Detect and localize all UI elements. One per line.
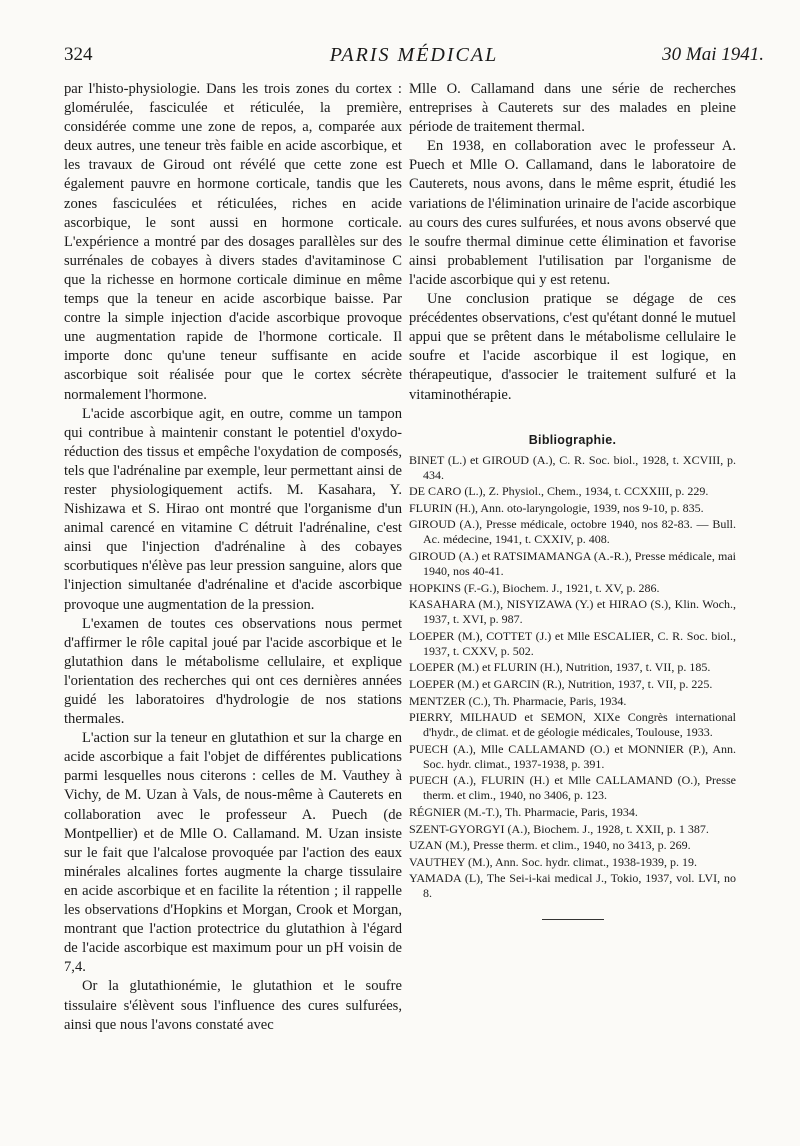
paragraph: L'examen de toutes ces observations nous permet d'affirmer le rôle capital joué par l'acide ascorbique et le glutathion dans le métabolisme cellulaire, et explique l'orientation des recherches qui ont ces dernières années guidé les laboratoires d'hydrologie de nos stations thermales. [64,615,402,728]
reference-item: LOEPER (M.) et FLURIN (H.), Nutrition, 1937, t. VII, p. 185. [409,660,711,675]
paragraph: par l'histo-physiologie. Dans les trois zones du cortex : glomérulée, fasciculée et réticulée, la première, considérée comme une zone de repos, a, comparée aux deux autres, une teneur très faible en acide ascorbique, et les travaux de Giroud ont révélé que cette zone est également pauvre en hormone corticale, tandis que les zones fasciculées et réticulées, riches en acide ascorbique, le sont aussi en hormone corticale. L'expérience a montré par des dosages parallèles sur des surrénales de cobayes à divers stades d'avitaminose C que la richesse en hormone corticale diminue en même temps que la teneur en acide ascorbique baisse. Par contre la simple injection d'acide ascorbique provoque une augmentation rapide de l'hormone corticale. Il importe donc qu'une teneur suffisante en acide ascorbique soit réalisée pour que le cortex sécrète normalement l'hormone. [64,81,402,403]
bibliography-list [409,453,736,902]
reference-item: FLURIN (H.), Ann. oto-laryngologie, 1939, nos 9-10, p. 835. [409,500,704,515]
reference-item: VAUTHEY (M.), Ann. Soc. hydr. climat., 1938-1939, p. 19. [409,854,697,869]
reference-item: KASAHARA (M.), NISYIZAWA (Y.) et HIRAO (S.), Klin. Woch., 1937, t. XVI, p. 987. [409,597,736,627]
paragraph: En 1938, en collaboration avec le professeur A. Puech et Mlle O. Callamand, dans le laboratoire de Cauterets, nous avons, dans le même esprit, étudié les variations de l'élimination urinaire de l'acide ascorbique au cours des cures sulfurées, et nous avons observé que le soufre thermal diminue cette élimination et favorise ainsi probablement l'utilisation par l'organisme de l'acide ascorbique qui y est retenu. [409,138,736,288]
paragraph: L'action sur la teneur en glutathion et sur la charge en acide ascorbique a fait l'objet de différentes publications parmi lesquelles nous citerons : celles de M. Vauthey à Vichy, de M. Uzan à Vals, de nous-même à Cauterets en collaboration avec le professeur A. Puech (de Montpellier) et de Mlle O. Callamand. M. Uzan insiste sur le fait que l'alcalose provoquée par l'action des eaux minérales alcalines fortes augmente la charge tissulaire en acide ascorbique et en facilite la rétention ; il rappelle les observations d'Hopkins et Morgan, Crook et Morgan, montrant que l'action protectrice du glutathion à l'égard de l'acide ascorbique est maximum pour un pH voisin de 7,4. [64,730,402,976]
paragraph: Mlle O. Callamand dans une série de recherches entreprises à Cauterets sur des malades en pleine période de traitement thermal. [409,81,736,136]
reference-item: DE CARO (L.), Z. Physiol., Chem., 1934, t. CCXXIII, p. 229. [409,484,709,499]
reference-item: GIROUD (A.), Presse médicale, octobre 1940, nos 82-83. — Bull. Ac. médecine, 1941, t. CXXIV, p. 408. [409,517,736,547]
paragraph: Une conclusion pratique se dégage de ces précédentes observations, c'est qu'étant donné le mutuel appui que se prêtent dans le métabolisme cellulaire le soufre et l'acide ascorbique il est logique, en thérapeutique, d'associer le traitement sulfuré et la vitaminothérapie. [409,291,736,403]
reference-item: RÉGNIER (M.-T.), Th. Pharmacie, Paris, 1934. [409,804,638,819]
reference-item: SZENT-GYORGYI (A.), Biochem. J., 1928, t. XXII, p. 1 387. [409,821,709,836]
issue-date: 30 Mai 1941. [662,44,764,65]
bibliography-heading: Bibliographie. [528,432,617,447]
right-column [409,80,736,920]
reference-item: LOEPER (M.) et GARCIN (R.), Nutrition, 1937, t. VII, p. 225. [409,676,713,691]
reference-item: PUECH (A.), FLURIN (H.) et Mlle CALLAMAND (O.), Presse therm. et clim., 1940, no 3406, p. 123. [409,773,736,803]
reference-item: MENTZER (C.), Th. Pharmacie, Paris, 1934. [409,693,627,708]
left-column [64,80,402,1035]
end-rule [542,919,604,920]
journal-title: PARIS MÉDICAL [329,44,499,66]
paragraph: L'acide ascorbique agit, en outre, comme un tampon qui contribue à maintenir constant le potentiel d'oxydo-réduction des tissus et empêche l'oxydation de composés, tels que l'adrénaline par exemple, leur permettant ainsi de rester physiologiquement actifs. M. Kasahara, Y. Nishizawa et S. Hirao ont montré que l'organisme d'un animal carencé en vitamine C détruit l'adrénaline, c'est ainsi que l'injection d'adrénaline à des cobayes scorbutiques n'élève pas leur pression sanguine, alors que l'injection simultanée d'adrénaline et d'acide ascorbique provoque une augmentation de la pression. [64,405,402,613]
page-number: 324 [64,44,93,65]
page-header [64,44,764,74]
reference-item: PIERRY, MILHAUD et SEMON, XIXe Congrès international d'hydr., de climat. et de géologie médicales, Toulouse, 1933. [409,710,736,740]
reference-item: YAMADA (L), The Sei-i-kai medical J., Tokio, 1937, vol. LVI, no 8. [409,871,736,901]
reference-item: LOEPER (M.), COTTET (J.) et Mlle ESCALIER, C. R. Soc. biol., 1937, t. CXXV, p. 502. [409,628,736,658]
reference-item: UZAN (M.), Presse therm. et clim., 1940, no 3413, p. 269. [409,838,691,853]
reference-item: HOPKINS (F.-G.), Biochem. J., 1921, t. XV, p. 286. [409,580,660,595]
paragraph: Or la glutathionémie, le glutathion et le soufre tissulaire s'élèvent sous l'influence des cures sulfurées, ainsi que nous l'avons constaté avec [64,978,402,1033]
reference-item: GIROUD (A.) et RATSIMAMANGA (A.-R.), Presse médicale, mai 1940, nos 40-41. [409,548,736,578]
reference-item: BINET (L.) et GIROUD (A.), C. R. Soc. biol., 1928, t. XCVIII, p. 434. [409,452,736,482]
reference-item: PUECH (A.), Mlle CALLAMAND (O.) et MONNIER (P.), Ann. Soc. hydr. climat., 1937-1938, p. 391. [409,741,736,771]
